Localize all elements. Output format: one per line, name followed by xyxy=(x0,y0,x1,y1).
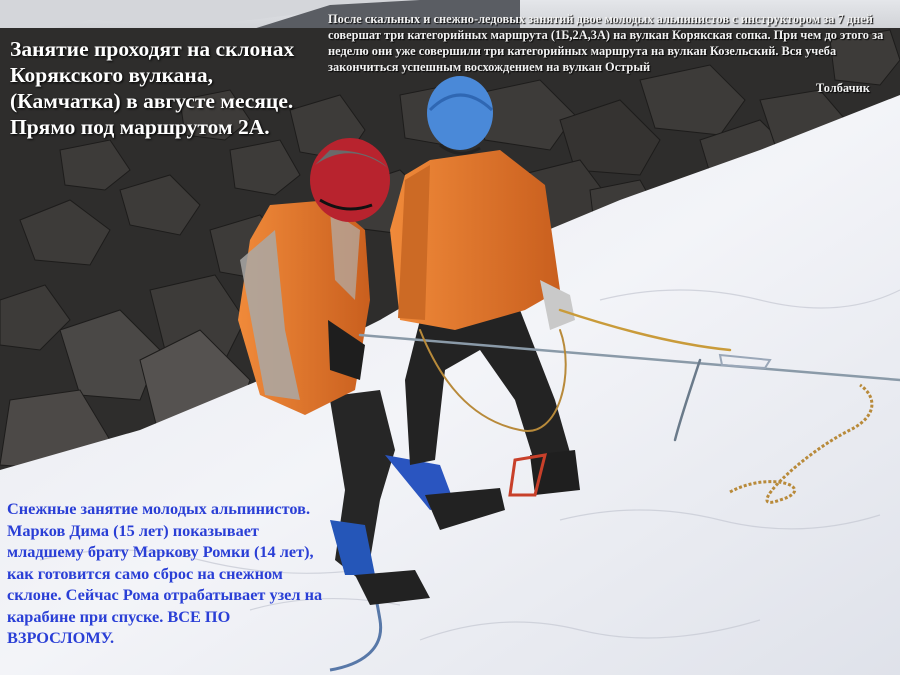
caption-bottom: Снежные занятие молодых альпинистов. Марков Дима (15 лет) показывает младшему брату Маркову Ромки (14 лет), как готовится само сброс на снежном склоне. Сейчас Рома отрабатывает узел на карабине при спуске. ВСЕ ПО ВЗРОСЛОМУ. xyxy=(7,499,323,647)
caption-signature: Толбачик xyxy=(816,81,870,95)
caption-top: После скальных и снежно-ледовых занятий двое молодых альпинистов с инструктором за 7 дней совершат три категорийных маршрута (1Б,2А,3А) на вулкан Корякская сопка. При чем до этого за неделю они уже совершили три категорийных маршрута на вулкан Козельский. Вся учеба закончиться успешным восхождением на вулкан Острый xyxy=(328,12,884,74)
caption-main: Занятие проходят на склонах Корякского вулкана, (Камчатка) в августе месяце. Прямо под маршрутом 2А. xyxy=(10,37,295,139)
blue-helmet xyxy=(427,76,493,150)
